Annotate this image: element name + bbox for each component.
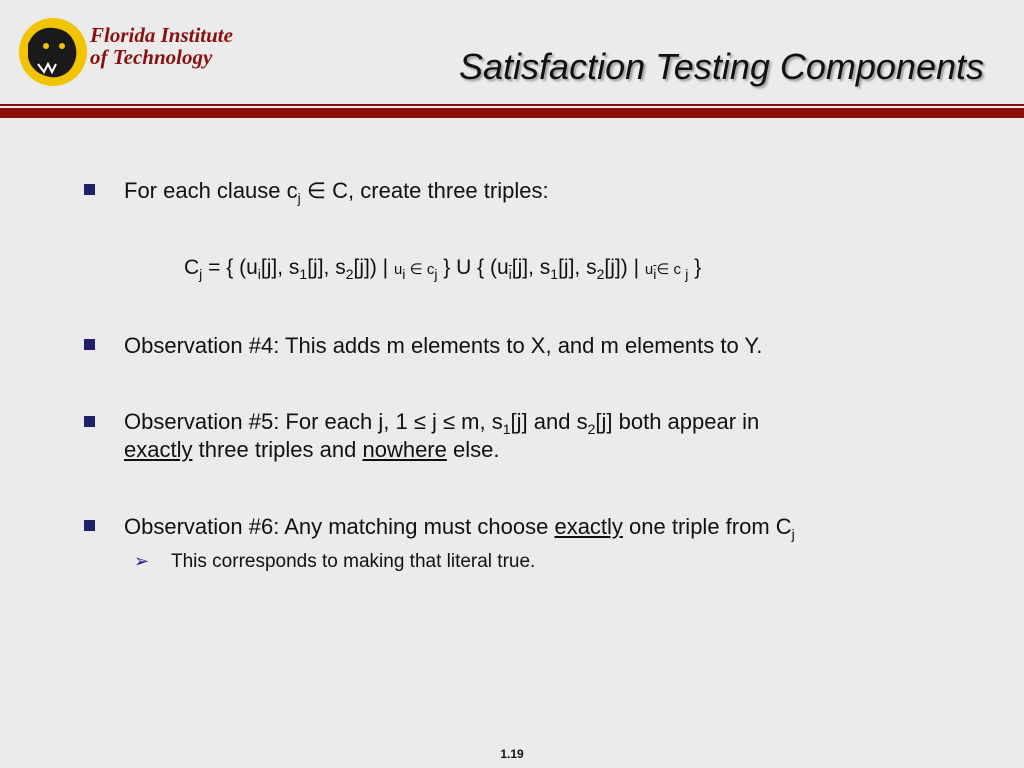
logo-line-1: Florida Institute [90, 23, 233, 47]
header-rule-thin [0, 104, 1024, 106]
bullet-marker [84, 520, 95, 531]
logo-line-2: of Technology [90, 45, 213, 69]
bullet-marker [84, 339, 95, 350]
logo-text [90, 24, 233, 68]
bullet-4: Observation #6: Any matching must choose exactly one triple from $C_j$ [124, 514, 795, 542]
panther-icon [18, 14, 88, 90]
bullet-1: For each clause $c_j$ ∈ C, create three triples: [124, 178, 549, 206]
header-rule [0, 108, 1024, 118]
formula-line: $C_j$ = { ($u_i[j]$, $s_1[j]$, $s_2[j]$) | $u_i$ ∈ $c_j$ } U { ($u_{\overline{i}}[j]$, $s_1[j]$, $s_2[j]$) | $u_{\overline{i}}\in$ c $_j$ } [184, 256, 702, 282]
bullet-3-line-1: Observation #5: For each j, 1 ≤ j ≤ m, $s_1[j]$ and $s_2[j]$ both appear in [124, 409, 760, 437]
slide-title: Satisfaction Testing Components [459, 46, 984, 87]
bullet-marker [84, 184, 95, 195]
institute-logo [18, 14, 253, 90]
sub-bullet: This corresponds to making that literal true. [171, 551, 536, 572]
arrow-bullet-icon: ➢ [134, 551, 150, 571]
bullet-2: Observation #4: This adds m elements to X, and m elements to Y. [124, 333, 763, 358]
bullet-3-line-2: exactly three triples and nowhere else. [124, 437, 500, 462]
bullet-marker [84, 416, 95, 427]
page-number: 1.19 [500, 747, 524, 761]
